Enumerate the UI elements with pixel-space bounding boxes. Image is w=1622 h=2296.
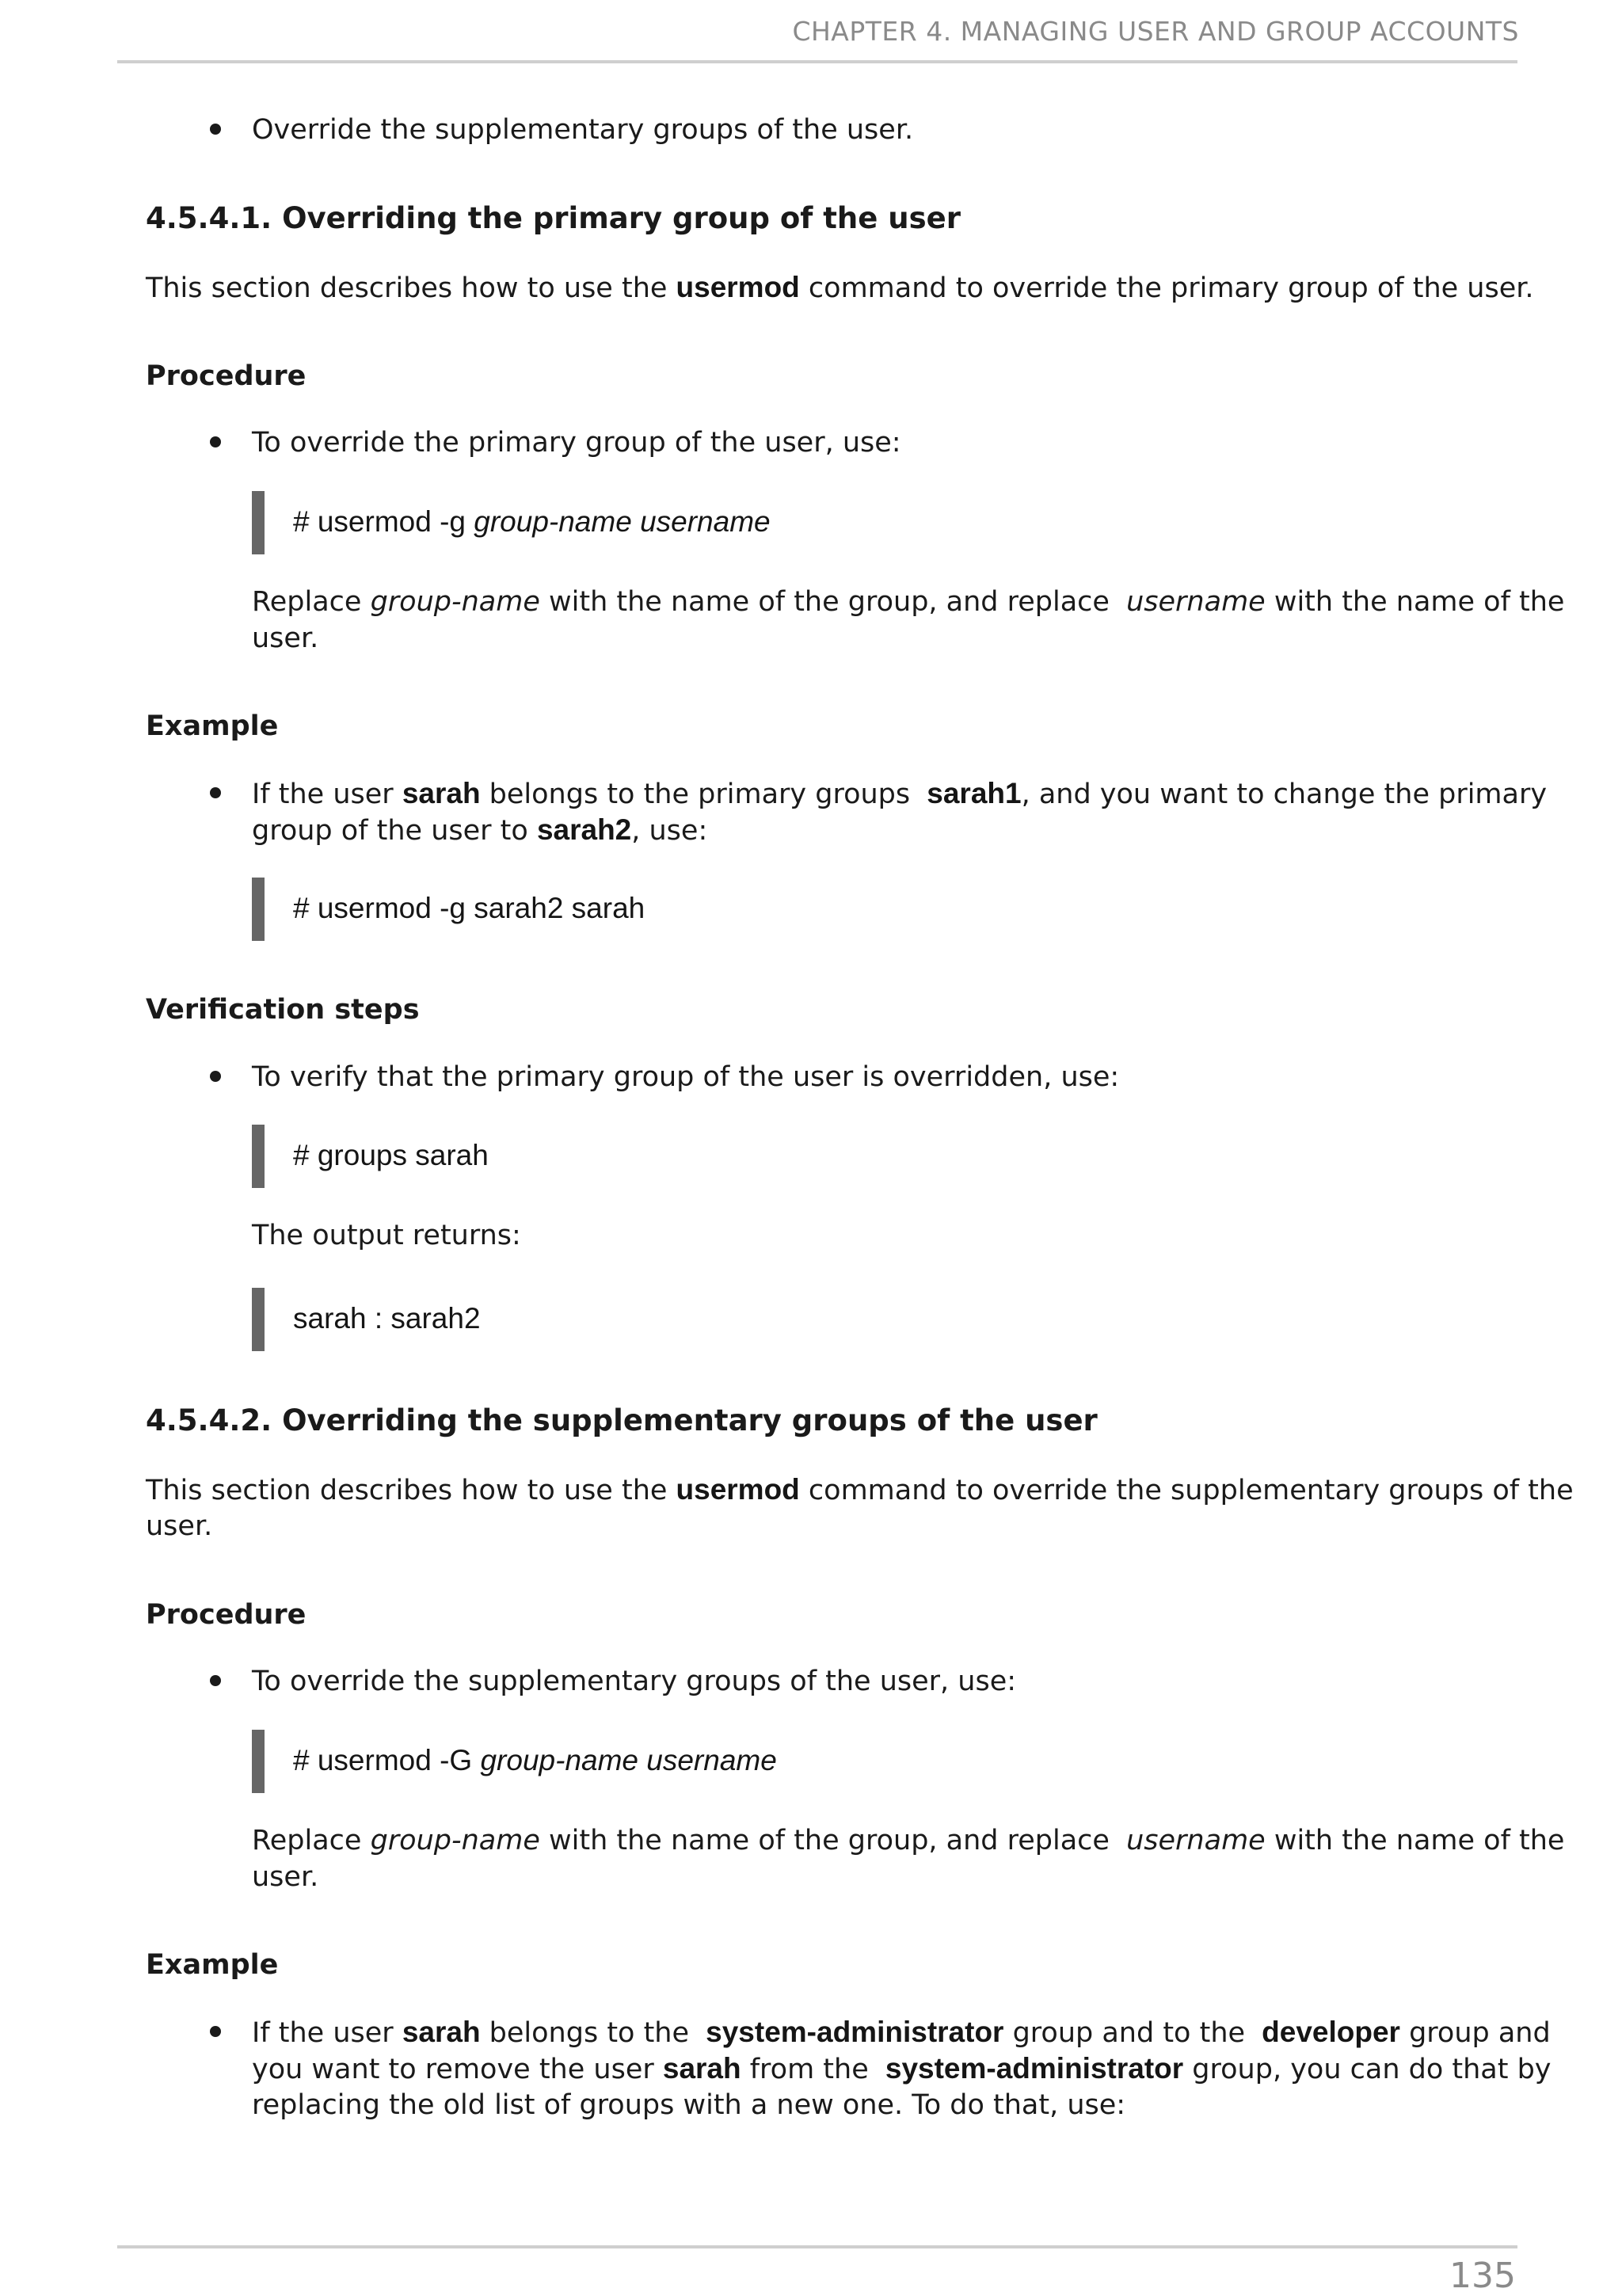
procedure-heading: Procedure [146, 360, 307, 392]
replace-note-line2: user. [252, 623, 319, 654]
replace-note-line1: Replace group-name with the name of the group, and replace username with the name of the [252, 586, 1565, 618]
intro-bullet-text: Override the supplementary groups of the user. [252, 114, 914, 146]
usermod-command: usermod [676, 271, 800, 303]
replace-note-line1: Replace group-name with the name of the group, and replace username with the name of the [252, 1825, 1565, 1856]
code-groups-sarah: # groups sarah [293, 1139, 489, 1171]
verification-heading: Verification steps [146, 994, 420, 1026]
section-description: This section describes how to use the usermod command to override the supplementary groups of the [146, 1473, 1574, 1506]
procedure-step: To override the primary group of the user, use: [252, 427, 901, 459]
bullet-icon [210, 787, 221, 798]
section-description-line2: user. [146, 1510, 213, 1542]
procedure-heading: Procedure [146, 1599, 307, 1631]
bullet-icon [210, 1675, 221, 1686]
code-usermod-G: # usermod -G group-name username [293, 1744, 777, 1776]
example-heading: Example [146, 1949, 279, 1981]
verification-step: To verify that the primary group of the user is overridden, use: [252, 1061, 1120, 1093]
procedure-step: To override the supplementary groups of the user, use: [252, 1666, 1017, 1697]
example-heading: Example [146, 710, 279, 742]
code-block-bar [252, 1125, 265, 1188]
section-title-supplementary-groups: 4.5.4.2. Overriding the supplementary groups of the user [146, 1403, 1098, 1437]
example-text-line2: you want to remove the user sarah from the system-administrator group, you can do that by [252, 2052, 1552, 2085]
code-usermod-example: # usermod -g sarah2 sarah [293, 892, 645, 924]
example-text-line1: If the user sarah belongs to the system-administrator group and to the developer group and [252, 2016, 1551, 2049]
footer-divider [117, 2245, 1517, 2248]
bullet-icon [210, 2026, 221, 2037]
code-output: sarah : sarah2 [293, 1302, 481, 1335]
example-text-line3: replacing the old list of groups with a new one. To do that, use: [252, 2089, 1126, 2121]
bullet-icon [210, 124, 221, 135]
code-block-bar [252, 1288, 265, 1351]
code-block-bar [252, 491, 265, 554]
code-block-bar [252, 878, 265, 941]
section-title-primary-group: 4.5.4.1. Overriding the primary group of the user [146, 201, 961, 235]
example-text-line1: If the user sarah belongs to the primary groups sarah1, and you want to change the primary [252, 777, 1548, 810]
page-number: 135 [1449, 2256, 1516, 2296]
bullet-icon [210, 1071, 221, 1082]
header-divider [117, 60, 1517, 63]
running-header: CHAPTER 4. MANAGING USER AND GROUP ACCOUNTS [792, 16, 1519, 47]
code-usermod-g: # usermod -g group-name username [293, 505, 771, 538]
example-text-line2: group of the user to sarah2, use: [252, 813, 708, 847]
output-label: The output returns: [252, 1220, 521, 1251]
replace-note-line2: user. [252, 1861, 319, 1893]
usermod-command: usermod [676, 1473, 800, 1506]
section-description: This section describes how to use the usermod command to override the primary group of the user. [146, 271, 1534, 304]
code-block-bar [252, 1730, 265, 1793]
bullet-icon [210, 436, 221, 447]
